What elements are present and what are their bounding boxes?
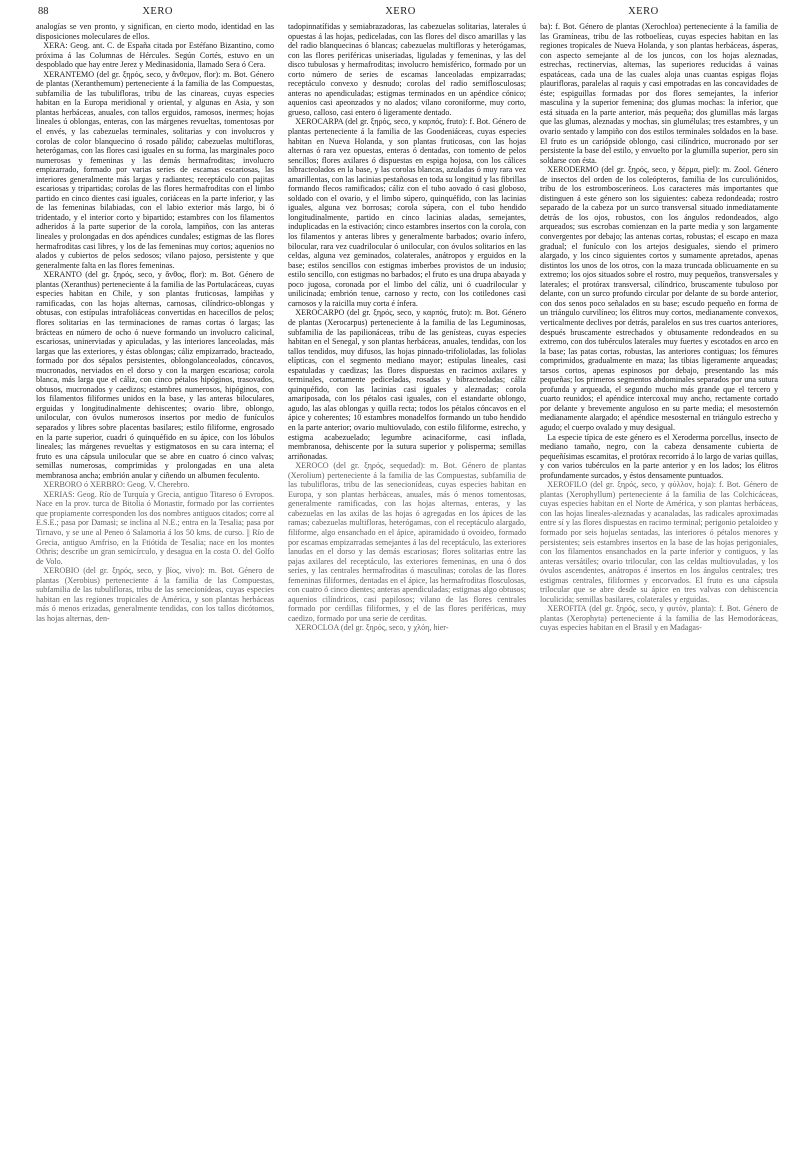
entry-xerofita: XEROFITA (del gr. ξηρός, seco, y φυτόν, planta): f. Bot. Género de plantas (Xerophyta) perteneciente á la familia de las Hemodoráceas, cuyas especies habitan en el Brasil y en Madagas- <box>540 604 778 633</box>
column-3 <box>540 22 778 1162</box>
entry-xeranto: XERANTO (del gr. ξηρός, seco, y ἄνθος, flor): m. Bot. Género de plantas (Xeranthus) perteneciente á la familia de las Portulacáceas, cuyas especies habitan en Chile, y son plantas fruticosas, lampiñas y ramificadas, con las hojas alternas, carnosas, cilíndrico-oblongas y obtusas, con estípulas intrafoliáceas convertidas en hacecillos de pelos; flores solitarias en las terminaciones de ramas cortas ó largas; las brácteas en número de ocho ó nueve formando un involucro calicinal, escariosas, uninerviadas y apiculadas, y las interiores lanceoladas, más largas que las exteriores, y éstas oblongas; cáliz empizarrado, bracteado, formado por dos sépalos persistentes, oblongolanceolados, cóncavos, mucronados, nerviados en el dorso y con la margen escariosa; corola blanca, más larga que el cáliz, con cinco pétalos hipóginos, trasovados, obtusos, mucronados y caedizos; estambres numerosos, hipóginos, con los filamentos filiformes unidos en la base, y las anteras biloculares, erguidas y longitudinalmente dehiscentes; ovario libre, oblongo, unilocular, con óvulos numerosos insertos por medio de funículos separados y libres sobre placentas basilares; estilo filiforme, engrosado en la parte superior, cuadri ó quinquéfido en su ápice, con los lóbulos lineales; las márgenes revueltas y estigmatosos en su cara interna; el fruto es una cápsula unilocular que se abre en cuatro ó cinco valvas; semillas numerosas, comprimidas y prolongadas en una aleta membranosa ancha; embrión anular y ciñendo un albumen feculento. <box>36 270 274 480</box>
paragraph: analogías se ven pronto, y significan, en cierto modo, identidad en las disposiciones moleculares de ellos. <box>36 22 274 41</box>
entry-xerocloa: XEROCLOA (del gr. ξηρός, seco, y χλόη, hier- <box>295 623 449 633</box>
entry-xerocarpa: XEROCARPA (del gr. ξηρός, seco, y καρπός, fruto): f. Bot. Género de plantas perteneciente á la familia de las Goodeniáceas, cuyas especies habitan en Nueva Holanda, y son plantas fruticosas, con las hojas alternas ó rara vez opuestas, enteras ó dentadas, con tomento de pelos sencillos; flores axilares ó dispuestas en espiga hojosa, con los cálices bibracteolados en la base, y las corolas blancas, azuladas ó muy rara vez amarillentas, con las lacinias pestañosas en toda su longitud y las fibrillas formando flecos ramificados; cáliz con el tubo aovado ó casi globoso, soldado con el ovario, y el limbo súpero, quinquéfido, con las lacinias iguales, alguna vez borrosas; corola súpera, con el tubo hendido longitudinalmente, partido en cinco lacinias aladas, semejantes, induplicadas en la estivación; cinco estambres insertos con la corola, con los filamentos y anteras libres y generalmente barbados; ovario ínfero, bilocular, rara vez cuadrilocular ó unilocular, con óvulos solitarios en las celdas, alguna vez geminados, colaterales, anátropos y erguidos en la base; estilos sencillos con estigmas imberbes provistos de un indusio; estilo sencillo, con estigmas no barbados; el fruto es una drupa abayada y poco jugosa, coronada por el limbo del cáliz, uni ó cuadrilocular y unilicinada; embrión tenue, carnoso y recto, con los cotiledones casi carnosos y la raicilla muy corta é ínfera. <box>288 117 526 308</box>
paragraph: tadopinnatífidas y semiabrazadoras, las cabezuelas solitarias, laterales ú opuestas á las hojas, pedicеladas, con las flores del disco amarillas y las del radio blanquecinas ó blancas; cabezuelas multifloras y heterógamas, con las flores periféricas uniseriadas, liguladas y femeninas, y las del disco tubulosas y hermafroditas; involucro hemisférico, formado por un corto número de series de escamas lanceoladas empizarradas; receptáculo convexo y desnudo; corolas del radio semiflosculosas; anteras no apendiculadas; estigmas terminados en un apéndice cónico; aquenios casi apeonzados y no alados; vilano coroniforme, muy corto, grueso, calloso, casi entero ó ligeramente dentado. <box>288 22 526 117</box>
entry-xeroco: XEROCO (del gr. ξηρός, sequedad): m. Bot. Género de plantas (Xerolium) perteneciente á la familia de las Compuestas, subfamilia de las tubulifloras, tribu de las senecionídeas, cuyas especies habitan en Europa, y son plantas herbáceas, anuales, más ó menos tomentosas, generalmente ramificadas, con las hojas alternas, enteras, y las cabezuelas en las axilas de las hojas ó agregadas en los ápices de las ramas; cabezuelas multifloras, heterógamas, con el receptáculo alargado, filiforme, algo ensanchado en el ápice, apiramidado ú ovoideo, formado por escamas empizarradas semejantes á las del receptáculo, las exteriores lanudas en el dorso y las demás escariosas; flores solitarias entre las pajas axilares del receptáculo, las exteriores femeninas, en una ó dos series, y las centrales hermafroditas ó masculinas; corolas de las flores femeninas filiformes, dentadas en el ápice, las hermafroditas flosculosas, con cuatro ó cinco dientes; anteras apendiculadas; estigmas algo obtusos; aquenios cilíndricos, casi papilosos; vilano de las flores centrales formado por cerdillas filiformes, y el de las flores periféricas, muy caedizo, formado por una serie de cerditas. <box>288 461 526 623</box>
entry-xerobio: XEROBIO (del gr. ξηρός, seco, y βίος, vivo): m. Bot. Género de plantas (Xerobius) perteneciente á la familia de las Compuestas, subfamilia de las tubulifloras, tribu de las senecionídeas, cuyas especies habitan en las regiones tropicales de América, y son plantas herbáceas más ó menos erizadas, generalmente tendidas, con los tallos dicótomos, las hojas alternas, den- <box>36 566 274 623</box>
entry-xerofilo: XEROFILO (del gr. ξηρός, seco, y φύλλον, hoja): f. Bot. Género de plantas (Xerophyllum) perteneciente á la familia de las Colchicáceas, cuyas especies habitan en el Norte de América, y son plantas herbáceas, con las hojas lineales-aleznadas y acanaladas, las radicales aproximadas entre sí y las flores dispuestas en racimo terminal; perigonio petaloideo y formado por seis hojuelas sentadas, las interiores ó pétalos menores y persistentes; seis estambres insertos en la base de las hojas perigoniales, con los filamentos ensanchados en la parte inferior y contiguos, y las anteras versátiles; ovario trilocular, con las celdas multiovuladas, y los óvulos ascendentes, anátropos é insertos en los ángulos centrales; tres estigmas centrales, filiformes y encorvados. El fruto es una cápsula trilocular que se abre desde su ápice en tres valvas con dehiscencia loculicida; semillas basilares, colaterales y erguidas. <box>540 480 778 604</box>
entry-xerodermo: XERODERMO (del gr. ξηρός, seco, y δέρμα, piel): m. Zool. Género de insectos del orden de los coleópteros, familia de los curculiónidos, tribu de los estrombosceríneos. Los caracteres más importantes que distinguen á este género son los siguientes: cabeza redondeada; rostro separado de la cabeza por un surco transversal situado inmediatamente detrás de los ojos, robustos, con los ángulos redondeados, algo arqueados; sus escrobas comienzan en la parte media y son largamente convergentes por debajo; las antenas cortas, robustas; el escapo en maza gradual; el funículo con los artejos desiguales, siendo el primero alargado, y los cinco siguientes cortos y sumamente apretados, apenas distintos los unos de los otros, con la maza truncada oblicuamente en su extremo; los ojos situados sobre el rostro, muy pequeños, transversales y laterales; el protórax transversal, cilíndrico, bruscamente tubuloso por delante, con un surco profundo circular por delante de su borde anterior, con dos senos poco señalados en su base; escudo pequeño en forma de un triángulo curvilíneo; los élitros muy cortos, medianamente convexos, verticalmente declives por detrás, paralelos en sus tres cuartos anteriores, después bruscamente estrechados y obtusamente redondeados en su extremo, con dos tubérculos laterales muy fuertes y escotados en arco en la base; las patas cortas, robustas, las anteriores contiguas; los fémures comprimidos, gradualmente en maza; las tibias ligeramente arqueadas; tarsos cortos, apenas espinosos por debajo, presentando las más pequeñas; los primeros segmentos abdominales separados por una sutura profunda y arqueada, el segundo mucho más grande que el tercero y cuarto reunidos; el apéndice intercoxal muy ancho, rectamente cortado por delante y brevemente anguloso en su parte media; el mesosternón medianamente alargado; el apéndice mesosternal en triángulo estrecho y agudo; el cuerpo ovalado y muy desigual. <box>540 165 778 432</box>
entry-xerboro: XERBORO ó XERBRO: Geog. V. Cherebro. <box>43 480 190 490</box>
entry-xerias: XERIAS: Geog. Río de Turquía y Grecia, antiguo Titareso ó Evropos. Nace en la prov. turca de Bitolia ó Monastir, formado por las corrientes que propiamente corresponden los dos nombres antiguos citados; corre al E.S.E.; pasa por Damasi; se inclina al N.E.; entra en la Tesalia; pasa por Tirnavo, y se une al Peneo ó Salamoria á los 50 kms. de curso. || Río de Grecia, antiguo Amfriso, en la Ftiótida de Tesalia; nace en los montes Othris; describe un gran semicírculo, y desagua en la costa O. del Golfo de Volo. <box>36 489 274 566</box>
dictionary-columns <box>36 22 778 1162</box>
column-1 <box>36 22 274 1162</box>
running-head-left: XERO <box>142 6 173 17</box>
running-head-center: XERO <box>385 6 416 17</box>
paragraph: La especie típica de este género es el Xeroderma porcellus, insecto de mediano tamaño, negro, con la cabeza densamente cubierta de pequeñísimas escamitas, el protórax recorrido á lo largo de varias quillas, y con varios tubérculos en la parte anterior y en los lados; los élitros profundamente surcados, y éstos densamente puntuados. <box>540 432 778 480</box>
paragraph: ba): f. Bot. Género de plantas (Xerochloa) perteneciente á la familia de las Gramíneas, tribu de las rotboelíeas, cuyas especies habitan en las regiones tropicales de Nueva Holanda, y son plantas herbáceas, ásperas, con aspecto semejante al de los juncos, con los hojas aleznadas, estrechas, rectinervias, alternas, las superiores reducidas á vainas espatáceas, cada una de las cuales aloja unas cuantas espigas flojas plaurifloras, paralelas al raquis y casi empotradas en las concavidades de éste; espiguillas formadas por dos flores semejantes, la inferior masculina y la superior femenina; dos glumas mochas: la inferior, que está situada en la parte anterior, más pequeña; dos glumillas más largas que las glumas, aleznadas y mochas, sin glumélulas; tres estambres, y un ovario sentado y lampiño con dos estilos terminales soldados en la base. El fruto es un cariópside oblongo, casi cilíndrico, mucronado por ser persistente la base del estilo, y envuelto por la glumilla superior, pero sin soldarse con ésta. <box>540 22 778 165</box>
entry-xera: XERA: Geog. ant. C. de España citada por Estéfano Bizantino, como próxima á las Columnas de Hércules. Según Cortés, estuvo en un despoblado que hay entre Jerez y Medinasidonia, llamado Sera ó Cera. <box>36 41 274 70</box>
running-head-right: XERO <box>628 6 659 17</box>
column-2 <box>288 22 526 1162</box>
entry-xerocarpo: XEROCARPO (del gr. ξηρός, seco, y καρπός, fruto): m. Bot. Género de plantas (Xerocarpus) perteneciente á la familia de las Leguminosas, subfamilia de las papilionáceas, tribu de las genísteas, cuyas especies habitan en el Senegal, y son plantas herbáceas, anuales, tendidas, con los tallos tendidos, muy difusos, las hojas pinnado-trifolioladas, las foliolas elípticas, con el segmento mediano mayor; estípulas lineales, casi espatuladas y caedizas; las flores dispuestas en racimos axilares y terminales, cortamente pedicеladas, rosadas y bibracteoladas; cáliz quinquéfido, con las lacinias casi iguales y aleznadas; corola amariposada, con los pétalos casi iguales, con el estandarte oblongo, agudo, las alas oblongas y quilla recta; todos los pétalos cóncavos en el ápice y coherentes; 10 estambres monadelfos formando un tubo hendido en la parte anterior; ovario multiovulado, con estilo filiforme, estrecho, y estigma acabezuelado; legumbre acinaciforme, casi inflada, membranosa, dehiscente por la sutura superior y polisperma; semillas arriñonadas. <box>288 308 526 461</box>
page-number: 88 <box>38 6 49 17</box>
entry-xerantemo: XERANTEMO (del gr. ξηρός, seco, y ἄνθεμον, flor): m. Bot. Género de plantas (Xeranthemum) perteneciente á la familia de las Compuestas, subfamilia de las tubulifloras, tribu de las cinareas, cuyas especies habitan en la Europa meridional y oriental, y algunas en Asia, y son plantas herbáceas, anuales, con tallos erguidos, ramosos, inermes; hojas lineales ú oblongas, enteras, con las márgenes revueltas, tomentosas por el envés, y las cabezuelas terminales, solitarias y con involucros y corolas de color blanquecino ó rosado pálido; cabezuelas multifloras, heterógamas, con las flores casi iguales en su forma, las marginales poco numerosas y femeninas y las demás hermafroditas; involucro empizarrado, formado por varias series de escamas escariosas, las interiores generalmente más largas y radiantes; receptáculo con pajitas escariosas y tripartidas; corolas de las flores hermafroditas con el limbo partido en cinco dientes casi iguales, coriáceas en la parte inferior, y las de las femeninas bilabiadas, con el labio exterior más largo, bi ó tridentado, y el interior corto y bipartido; estambres con los filamentos adheridos á la parte superior de la corola, lampiños, con las anteras lineales y prolongadas en dos apéndices cundales; estigmas de las flores hermafroditas casi libres, y los de las femeninas muy cortos; aquenios no alados y cubiertos de pelos sedosos; vilano pajoso, persistente y que generalmente falta en las flores femeninas. <box>36 69 274 270</box>
page-header <box>38 6 763 22</box>
